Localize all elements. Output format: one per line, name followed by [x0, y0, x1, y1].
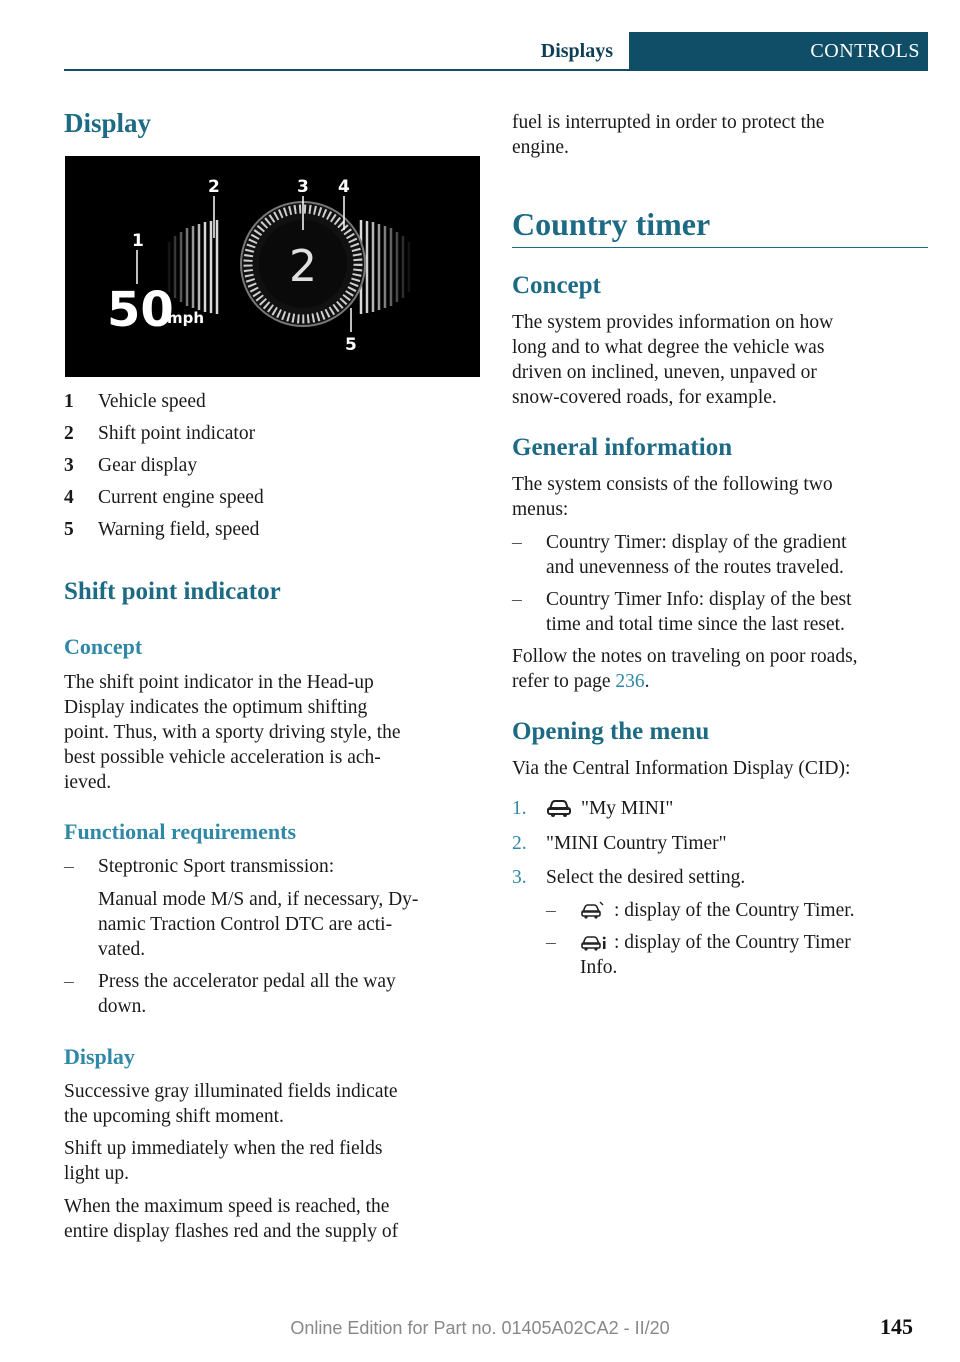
callout-3: 3	[297, 177, 309, 197]
concept-title-right: Concept	[512, 272, 601, 299]
figure-legend	[64, 386, 264, 546]
country-timer-icon	[580, 900, 604, 927]
concept-paragraph-left: The shift point indicator in the Head-up Display indicates the optimum shifting point. Thus, with a sporty driving style, the best possible vehicle acceleration is ach‐ ieved.	[64, 672, 401, 793]
list-item: – Press the accelerator pedal all the way down.	[64, 971, 396, 1017]
shift-point-indicator-title: Shift point indicator	[64, 578, 281, 605]
header-chapter: CONTROLS	[629, 32, 928, 70]
functional-requirements-title: Functional requirements	[64, 819, 297, 844]
callout-5: 5	[345, 335, 357, 355]
follow-notes-paragraph: Follow the notes on traveling on poor roads, refer to page 236.	[512, 646, 858, 692]
legend-item: 1 Vehicle speed	[64, 391, 206, 412]
callout-1: 1	[132, 231, 144, 251]
display-subtitle: Display	[64, 1044, 135, 1069]
page-number: 145	[880, 1314, 913, 1339]
country-timer-title: Country timer	[512, 206, 711, 242]
header-section: Displays	[540, 40, 613, 62]
speed-value: 50	[107, 282, 174, 338]
display-title: Display	[64, 108, 152, 138]
legend-item: 3 Gear display	[64, 455, 198, 476]
list-item: – Steptronic Sport transmission:	[64, 856, 335, 877]
step-item: 1. "My MINI"	[512, 796, 928, 821]
general-information-title: General information	[512, 434, 733, 461]
page-link-236[interactable]: 236	[615, 671, 645, 692]
display-paragraph-1: Successive gray illuminated fields indicate the upcoming shift moment.	[64, 1081, 398, 1127]
callout-2: 2	[208, 177, 220, 197]
gear-digit: 2	[289, 241, 317, 292]
footer-edition: Online Edition for Part no. 01405A02CA2 - II/20	[290, 1318, 670, 1338]
callout-4: 4	[338, 177, 350, 197]
list-item: – Country Timer: display of the gradient and unevenness of the routes traveled.	[512, 532, 847, 578]
section-rule	[512, 247, 928, 248]
head-up-display-figure	[65, 156, 480, 377]
display-paragraph-2: Shift up immediately when the red fields light up.	[64, 1138, 383, 1184]
display-paragraph-3: When the maximum speed is reached, the entire display flashes red and the supply of	[64, 1196, 399, 1242]
header-rule	[64, 69, 928, 71]
legend-item: 5 Warning field, speed	[64, 519, 260, 540]
concept-title-left: Concept	[64, 634, 143, 659]
sub-list-item: – : display of the Country Timer Info.	[546, 932, 851, 978]
sub-list-item: – : display of the Country Timer.	[546, 898, 928, 923]
continued-paragraph: fuel is interrupted in order to protect the engine.	[512, 112, 825, 158]
general-information-paragraph: The system consists of the following two menus:	[512, 474, 833, 520]
list-item: Manual mode M/S and, if necessary, Dy‐ namic Traction Control DTC are acti‐ vated.	[98, 889, 419, 960]
step-item: 2. "MINI Country Timer"	[512, 833, 727, 854]
step-item: 3. Select the desired setting.	[512, 867, 746, 888]
legend-item: 2 Shift point indicator	[64, 423, 256, 444]
opening-the-menu-title: Opening the menu	[512, 718, 710, 745]
menu-intro: Via the Central Information Display (CID):	[512, 758, 851, 779]
list-item: – Country Timer Info: display of the best time and total time since the last reset.	[512, 589, 852, 635]
legend-item: 4 Current engine speed	[64, 487, 264, 508]
car-icon	[546, 798, 572, 825]
hud-illustration	[65, 156, 480, 377]
speed-unit: mph	[167, 309, 205, 327]
concept-paragraph-right: The system provides information on how long and to what degree the vehicle was driven on inclined, uneven, unpaved or snow-covered roads, for example.	[512, 312, 834, 408]
